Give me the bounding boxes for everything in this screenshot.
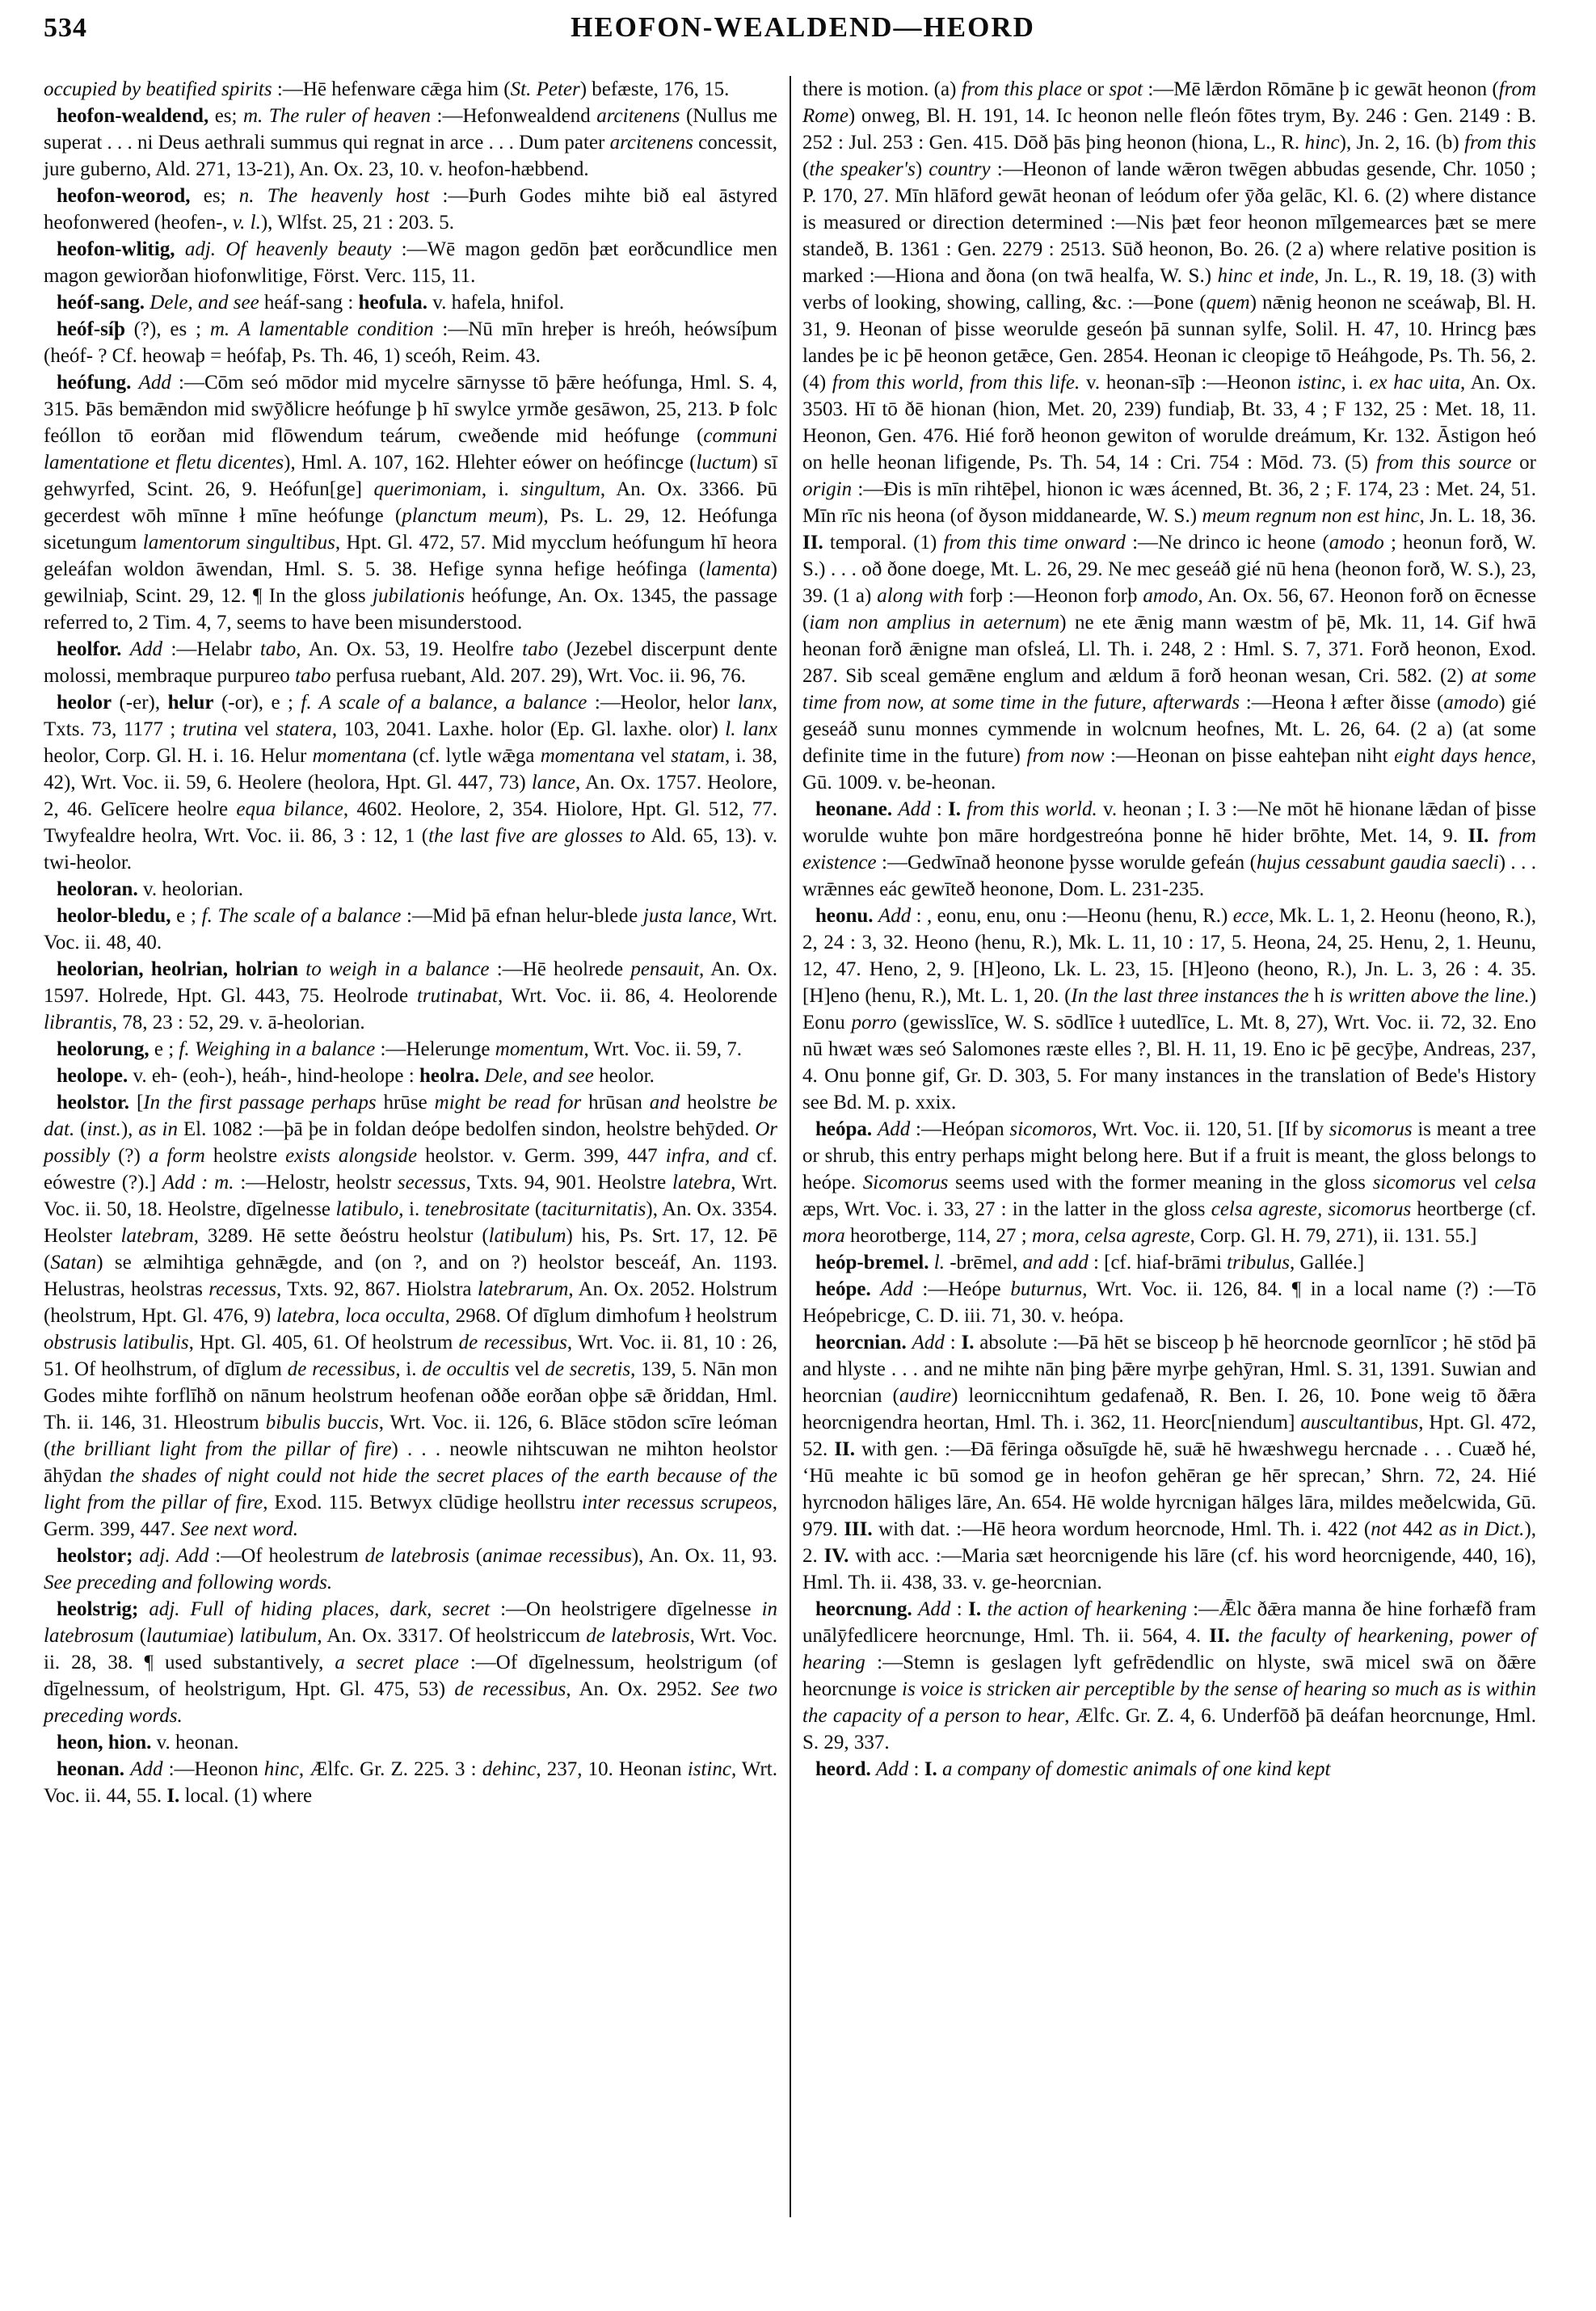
entry-paragraph: heolorung, e ; f. Weighing in a balance :—Helerunge momentum, Wrt. Voc. ii. 59, 7.	[57, 1038, 743, 1060]
entry-paragraph: heóf-sang. Dele, and see heáf-sang : heofula. v. hafela, hnifol.	[57, 292, 565, 314]
entry-paragraph: heofon-wealdend, es; m. The ruler of heaven :—Hefonwealdend arcitenens (Nullus me superat . . . ni Deus aethrali summus qui regnat in arce . . . Dum pater arcitenens concessit, jure guberno, Ald. 271, 13-21), An. Ox. 23, 10. v. heofon-hæbbend.	[44, 105, 777, 180]
entry-paragraph: heolor-bledu, e ; f. The scale of a balance :—Mid þā efnan helur-blede justa lance, Wrt. Voc. ii. 48, 40.	[44, 905, 777, 953]
entry-paragraph: heonu. Add : , eonu, enu, onu :—Heonu (henu, R.) ecce, Mk. L. 1, 2. Heonu (heono, R.), 2, 24 : 3, 32. Heono (henu, R.), Mk. L. 11, 10 : 17, 5. Heona, 24, 25. Henu, 2, 1. Heunu, 12, 47. Heno, 2, 9. [H]eono, Lk. L. 23, 15. [H]eono (heono, R.), Jn. L. 3, 26 : 4. 35. [H]eno (henu, R.), Mt. L. 1, 20. (In the last three instances the h is written above the line.) Eonu porro (gewisslīce, W. S. sōdlīce ł uutedlīce, L. Mt. 8, 27), Wrt. Voc. ii. 72, 32. Eno nū hwæt wæs seó Salomones ræste elles ?, Bl. H. 11, 19. Eno ic þē gecȳþe, Andreas, 237, 4. Onu þonne gif, Gr. D. 303, 5. For many instances in the translation of Bede's History see Bd. M. p. xxix.	[802, 905, 1537, 1113]
entry-paragraph: heorcnian. Add : I. absolute :—Þā hēt se bisceop þ hē heorcnode geornlīcor ; hē stōd þā and hlyste . . . and ne mihte nān þing þǣre myrþe gehȳran, Hml. S. 31, 1391. Suwian and heorcnian (audire) leorniccnihtum gedafenað, R. Ben. I. 26, 10. Þone weig tō ðǣra heorcnigendra heortan, Hml. Th. i. 362, 11. Heorc[niendum] auscultantibus, Hpt. Gl. 472, 52. II. with gen. :—Ðā fēringa oðsuīgde hē, suǣ hē hwæshwegu hercnade . . . Cuæð hé, ‘Hū meahte ic bū somod ge in heofon gehēran ge hēr sprecan,’ Shrn. 72, 24. Hié hyrcnodon hāliges lāre, An. 654. Hē wolde hyrcnigan hālges lāra, mildes meðelcwida, Gū. 979. III. with dat. :—Hē heora wordum heorcnode, Hml. Th. i. 422 (not 442 as in Dict.), 2. IV. with acc. :—Maria sæt heorcnigende his lāre (cf. his word heorcnigende, 440, 16), Hml. Th. ii. 438, 33. v. ge-heorcnian.	[802, 1332, 1537, 1593]
entry-paragraph: heópa. Add :—Heópan sicomoros, Wrt. Voc. ii. 120, 51. [If by sicomorus is meant a tree or shrub, this entry perhaps might belong here. But if a fruit is meant, the gloss belongs to heópe. Sicomorus seems used with the former meaning in the gloss sicomorus vel celsa æps, Wrt. Voc. i. 33, 27 : in the latter in the gloss celsa agreste, sicomorus heortberge (cf. mora heorotberge, 114, 27 ; mora, celsa agreste, Corp. Gl. H. 79, 271), ii. 131. 55.]	[802, 1118, 1537, 1247]
entry-paragraph: heolstor; adj. Add :—Of heolestrum de latebrosis (animae recessibus), An. Ox. 11, 93. See preceding and following words.	[44, 1545, 778, 1593]
entry-paragraph: heonan. Add :—Heonon hinc, Ælfc. Gr. Z. 225. 3 : dehinc, 237, 10. Heonan istinc, Wrt. Voc. ii. 44, 55. I. local. (1) where	[44, 1758, 777, 1807]
entry-paragraph: occupied by beatified spirits :—Hē hefenware cǣga him (St. Peter) befæste, 176, 15.	[44, 78, 730, 100]
entry-paragraph: heorcnung. Add : I. the action of hearkening :—Ǣlc ðǣra manna ðe hine forhæfð fram unālȳfedlicere heorcnunge, Hml. Th. ii. 564, 4. II. the faculty of hearkening, power of hearing :—Stemn is geslagen lyft gefrēdendlic on hlyste, swā micel swā on ðǣre heorcnunge is voice is stricken air perceptible by the sense of hearing so much as is within the capacity of a person to hear, Ælfc. Gr. Z. 4, 6. Underfōð þā deáfan heorcnunge, Hml. S. 29, 337.	[802, 1598, 1537, 1753]
entry-paragraph: heófung. Add :—Cōm seó mōdor mid mycelre sārnysse tō þǣre heófunga, Hml. S. 4, 315. Þās bemǣndon mid swȳðlicre heófunge þ hī swylce yrmðe gesāwon, 25, 213. Þ folc feóllon tō eorðan mid flōwendum teárum, cweðende mid heófunge (communi lamentatione et fletu dicentes), Hml. A. 107, 162. Hlehter eówer on heófincge (luctum) sī gehwyrfed, Scint. 26, 9. Heófun[ge] querimoniam, i. singultum, An. Ox. 3366. Þū gecerdest wōh mīnne ł mīne heófunge (planctum meum), Ps. L. 29, 12. Heófunga sicetungum lamentorum singultibus, Hpt. Gl. 472, 57. Mid mycclum heófungum hī heora geleáfan woldon āwendan, Hml. S. 5. 38. Hefige synna hefige heófinga (lamenta) gewilniaþ, Scint. 29, 12. ¶ In the gloss jubilationis heófunge, An. Ox. 1345, the passage referred to, 2 Tim. 4, 7, seems to have been misunderstood.	[44, 372, 778, 634]
entry-paragraph: heord. Add : I. a company of domestic animals of one kind kept	[815, 1758, 1331, 1780]
column-left	[44, 76, 777, 2217]
entry-paragraph: heolfor. Add :—Helabr tabo, An. Ox. 53, 19. Heolfre tabo (Jezebel discerpunt dente molossi, membraque purpureo tabo perfusa ruebant, Ald. 207. 29), Wrt. Voc. ii. 96, 76.	[44, 638, 778, 687]
entry-paragraph: heofon-weorod, es; n. The heavenly host :—Þurh Godes mihte bið eal āstyred heofonwered (heofen-, v. l.), Wlfst. 25, 21 : 203. 5.	[44, 185, 777, 234]
page-number: 534	[44, 13, 87, 43]
entry-paragraph: heolstrig; adj. Full of hiding places, dark, secret :—On heolstrigere dīgelnesse in latebrosum (lautumiae) latibulum, An. Ox. 3317. Of heolstriccum de latebrosis, Wrt. Voc. ii. 28, 38. ¶ used substantively, a secret place :—Of dīgelnessum, heolstrigum (of dīgelnessum, of heolstrigum, Hpt. Gl. 475, 53) de recessibus, An. Ox. 2952. See two preceding words.	[44, 1598, 778, 1727]
entry-paragraph: heóp-bremel. l. -brēmel, and add : [cf. hiaf-brāmi tribulus, Gallée.]	[815, 1252, 1365, 1273]
entry-paragraph: there is motion. (a) from this place or spot :—Mē lǣrdon Rōmāne þ ic gewāt heonon (from Rome) onweg, Bl. H. 191, 14. Ic heonon nelle fleón fōtes trym, By. 246 : Gen. 2149 : B. 252 : Jul. 253 : Gen. 415. Dōð þās þing heonon (hiona, L., R. hinc), Jn. 2, 16. (b) from this (the speaker's) country :—Heonon of lande wǣron twēgen abbudas gesende, Chr. 1050 ; P. 170, 27. Mīn hlāford gewāt heonan of leódum ofer ȳða gelāc, Kl. 6. (2) where distance is measured or direction determined :—Nis þæt feor heonon mīlgemearces þæt se mere standeð, B. 1361 : Gen. 2279 : 2513. Sūð heonon, Bo. 26. (2 a) where relative position is marked :—Hiona and ðona (on twā healfa, W. S.) hinc et inde, Jn. L., R. 19, 18. (3) with verbs of looking, showing, calling, &c. :—Þone (quem) nǣnig heonon ne sceáwaþ, Bl. H. 31, 9. Heonan of þisse weorulde geseón þā sunnan sylfe, Solil. H. 47, 10. Hrincg þæs landes þe ic þē heonon getǣce, Gen. 2854. Heonan ic cleopige tō Heáhgode, Ps. Th. 56, 2. (4) from this world, from this life. v. heonan-sīþ :—Heonon istinc, i. ex hac uita, An. Ox. 3503. Hī tō ðē hionan (hion, Met. 20, 239) fundiaþ, Bt. 33, 4 ; F 132, 25 : Met. 18, 11. Heonon, Gen. 476. Hié forð heonon gewiton of worulde dreámum, Kr. 132. Āstigon heó on helle heonan lifigende, Ps. Th. 54, 14 : Cri. 754 : Mōd. 73. (5) from this source or origin :—Ðis is mīn rihtēþel, hionon ic wæs ácenned, Bt. 36, 2 ; F. 174, 23 : Met. 24, 51. Mīn rīc nis heona (of ðyson middanearde, W. S.) meum regnum non est hinc, Jn. L. 18, 36. II. temporal. (1) from this time onward :—Ne drinco ic heone (amodo ; heonun forð, W. S.) . . . oð ðone doege, Mt. L. 26, 29. Ne mec geseáð gié nū hena (heonon forð, W. S.), 23, 39. (1 a) along with forþ :—Heonon forþ amodo, An. Ox. 56, 67. Heonon forð on ēcnesse (iam non amplius in aeternum) ne ete ǣnig mann wæstm of þē, Mk. 11, 14. Gif hwā heonan forð ǣnigne man ofsleá, Ll. Th. i. 248, 2 : Hml. S. 7, 371. Forð heonon, Exod. 287. Sib sceal gemǣne englum and ældum ā forð heonan wesan, Cri. 582. (2) at some time from now, at some time in the future, afterwards :—Heona ł æfter ðisse (amodo) gié geseáð sunu monnes cymmende in wolcnum heofnes, Mt. L. 26, 64. (2 a) (at some definite time in the future) from now :—Heonan on þisse eahteþan niht eight days hence, Gū. 1009. v. be-heonan.	[802, 78, 1537, 793]
entry-paragraph: heonane. Add : I. from this world. v. heonan ; I. 3 :—Ne mōt hē hionane lǣdan of þisse worulde wuhte þon māre hordgestreóna þonne hē hider brōhte, Met. 14, 9. II. from existence :—Gedwīnað heonone þysse worulde gefeán (hujus cessabunt gaudia saecli) . . . wrǣnnes eác gewīteð heonone, Dom. L. 231-235.	[802, 798, 1537, 900]
running-header	[44, 11, 1562, 58]
entry-paragraph: heolor (-er), helur (-or), e ; f. A scale of a balance, a balance :—Heolor, helor lanx, Txts. 73, 1177 ; trutina vel statera, 103, 2041. Laxhe. holor (Ep. Gl. laxhe. olor) l. lanx heolor, Corp. Gl. H. i. 16. Helur momentana (cf. lytle wǣga momentana vel statam, i. 38, 42), Wrt. Voc. ii. 59, 6. Heolere (heolora, Hpt. Gl. 447, 73) lance, An. Ox. 1757. Heolore, 2, 46. Gelīcere heolre equa bilance, 4602. Heolore, 2, 354. Hiolore, Hpt. Gl. 512, 77. Twyfealdre heolra, Wrt. Voc. ii. 86, 3 : 12, 1 (the last five are glosses to Ald. 65, 13). v. twi-heolor.	[44, 692, 778, 873]
entry-paragraph: heolorian, heolrian, holrian to weigh in a balance :—Hē heolrede pensauit, An. Ox. 1597. Holrede, Hpt. Gl. 443, 75. Heolrode trutinabat, Wrt. Voc. ii. 86, 4. Heolorende librantis, 78, 23 : 52, 29. v. ā-heolorian.	[44, 958, 777, 1033]
entry-paragraph: heóf-síþ (?), es ; m. A lamentable condition :—Nū mīn hreþer is hreóh, heówsíþum (heóf- ? Cf. heowaþ = heófaþ, Ps. Th. 46, 1) sceóh, Reim. 43.	[44, 318, 777, 367]
entry-paragraph: heon, hion. v. heonan.	[57, 1732, 239, 1753]
entry-paragraph: heolope. v. eh- (eoh-), heáh-, hind-heolope : heolra. Dele, and see heolor.	[57, 1065, 655, 1087]
running-head-title: HEOFON-WEALDEND—HEORD	[571, 11, 1035, 43]
entry-paragraph: heópe. Add :—Heópe buturnus, Wrt. Voc. ii. 126, 84. ¶ in a local name (?) :—Tō Heópebricge, C. D. iii. 71, 30. v. heópa.	[802, 1278, 1537, 1327]
text-columns	[44, 76, 1562, 2217]
entry-paragraph: heolstor. [In the first passage perhaps hrūse might be read for hrūsan and heolstre be dat. (inst.), as in El. 1082 :—þā þe in foldan deópe bedolfen sindon, heolstre behȳded. Or possibly (?) a form heolstre exists alongside heolstor. v. Germ. 399, 447 infra, and cf. eówestre (?).] Add : m. :—Helostr, heolstr secessus, Txts. 94, 901. Heolstre latebra, Wrt. Voc. ii. 50, 18. Heolstre, dīgelnesse latibulo, i. tenebrositate (taciturnitatis), An. Ox. 3354. Heolster latebram, 3289. Hē sette ðeóstru heolstur (latibulum) his, Ps. Srt. 17, 12. Þē (Satan) se ælmihtiga gehnǣgde, and (on ?, and on ?) heolstor besceáf, An. 1193. Helustras, heolstras recessus, Txts. 92, 867. Hiolstra latebrarum, An. Ox. 2052. Holstrum (heolstrum, Hpt. Gl. 476, 9) latebra, loca occulta, 2968. Of dīglum dimhofum ł heolstrum obstrusis latibulis, Hpt. Gl. 405, 61. Of heolstrum de recessibus, Wrt. Voc. ii. 81, 10 : 26, 51. Of heolhstrum, of dīglum de recessibus, i. de occultis vel de secretis, 139, 5. Nān mon Godes mihte forflīhð on nānum heolstrum heofenan oððe eorðan oþþe sǣ ðriddan, Hml. Th. ii. 146, 31. Hleostrum bibulis buccis, Wrt. Voc. ii. 126, 6. Blāce stōdon scīre leóman (the brilliant light from the pillar of fire) . . . neowle nihtscuwan ne mihton heolstor āhȳdan the shades of night could not hide the secret places of the earth because of the light from the pillar of fire, Exod. 115. Betwyx clūdige heollstru inter recessus scrupeos, Germ. 399, 447. See next word.	[44, 1092, 778, 1540]
entry-paragraph: heofon-wlitig, adj. Of heavenly beauty :—Wē magon gedōn þæt eorðcundlice men magon gewiorðan hiofonwlitige, Först. Verc. 115, 11.	[44, 238, 778, 287]
entry-paragraph: heoloran. v. heolorian.	[57, 878, 243, 900]
column-right	[802, 76, 1536, 2217]
column-divider-rule	[790, 76, 791, 2217]
